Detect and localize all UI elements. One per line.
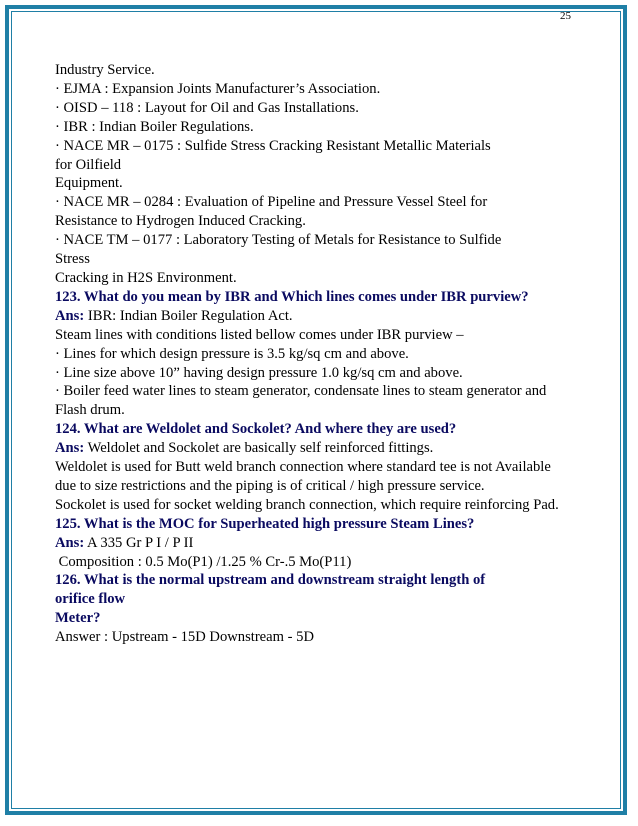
text-line: · NACE MR – 0175 : Sulfide Stress Cracking Resistant Metallic Materials <box>55 137 491 154</box>
text-line: · Lines for which design pressure is 3.5 kg/sq cm and above. <box>55 345 409 362</box>
text-line: · Boiler feed water lines to steam generator, condensate lines to steam generator and Flash drum. <box>55 383 547 419</box>
question-126-line3: Meter? <box>55 610 101 627</box>
text-line: · IBR : Indian Boiler Regulations. <box>55 118 254 135</box>
text-line: Industry Service. <box>55 62 155 78</box>
text-line: Resistance to Hydrogen Induced Cracking. <box>55 213 306 230</box>
answer-label: Ans: <box>55 307 85 324</box>
question-123: 123. What do you mean by IBR and Which lines comes under IBR purview? <box>55 288 529 305</box>
text-line: Equipment. <box>55 175 123 192</box>
answer-label: Ans: <box>55 440 85 457</box>
text-line: · NACE MR – 0284 : Evaluation of Pipeline and Pressure Vessel Steel for <box>55 194 488 211</box>
text-line: · NACE TM – 0177 : Laboratory Testing of Metals for Resistance to Sulfide <box>55 232 502 249</box>
text-line: Stress <box>55 251 90 268</box>
text-line: · Line size above 10” having design pressure 1.0 kg/sq cm and above. <box>55 364 463 381</box>
answer-text: Weldolet and Sockolet are basically self reinforced fittings. <box>84 440 434 457</box>
text-line: Composition : 0.5 Mo(P1) /1.25 % Cr-.5 Mo(P11) <box>55 553 352 570</box>
question-126-line1: 126. What is the normal upstream and downstream straight length of <box>55 572 486 589</box>
text-line: Sockolet is used for socket welding branch connection, which require reinforcing Pad. <box>55 496 559 513</box>
text-line: Steam lines with conditions listed bellow comes under IBR purview – <box>55 326 464 343</box>
answer-124 <box>55 439 575 458</box>
answer-text: IBR: Indian Boiler Regulation Act. <box>84 307 293 324</box>
text-line: Cracking in H2S Environment. <box>55 269 237 286</box>
answer-label: Ans: <box>55 534 85 551</box>
page-number: 25 <box>560 10 571 22</box>
answer-125 <box>55 534 575 553</box>
text-line: · OISD – 118 : Layout for Oil and Gas Installations. <box>55 99 359 116</box>
text-line: Weldolet is used for Butt weld branch connection where standard tee is not Available due to size restrictions and the piping is of critical / high pressure service. <box>55 459 551 494</box>
document-body <box>55 61 575 647</box>
answer-126: Answer : Upstream - 15D Downstream - 5D <box>55 629 314 646</box>
answer-text: A 335 Gr P I / P II <box>84 534 194 551</box>
question-126-line2: orifice flow <box>55 591 126 608</box>
question-124: 124. What are Weldolet and Sockolet? And where they are used? <box>55 421 457 438</box>
text-line: · EJMA : Expansion Joints Manufacturer’s Association. <box>55 80 381 97</box>
question-125: 125. What is the MOC for Superheated high pressure Steam Lines? <box>55 515 475 532</box>
text-line: for Oilfield <box>55 156 122 173</box>
answer-123 <box>55 307 575 326</box>
